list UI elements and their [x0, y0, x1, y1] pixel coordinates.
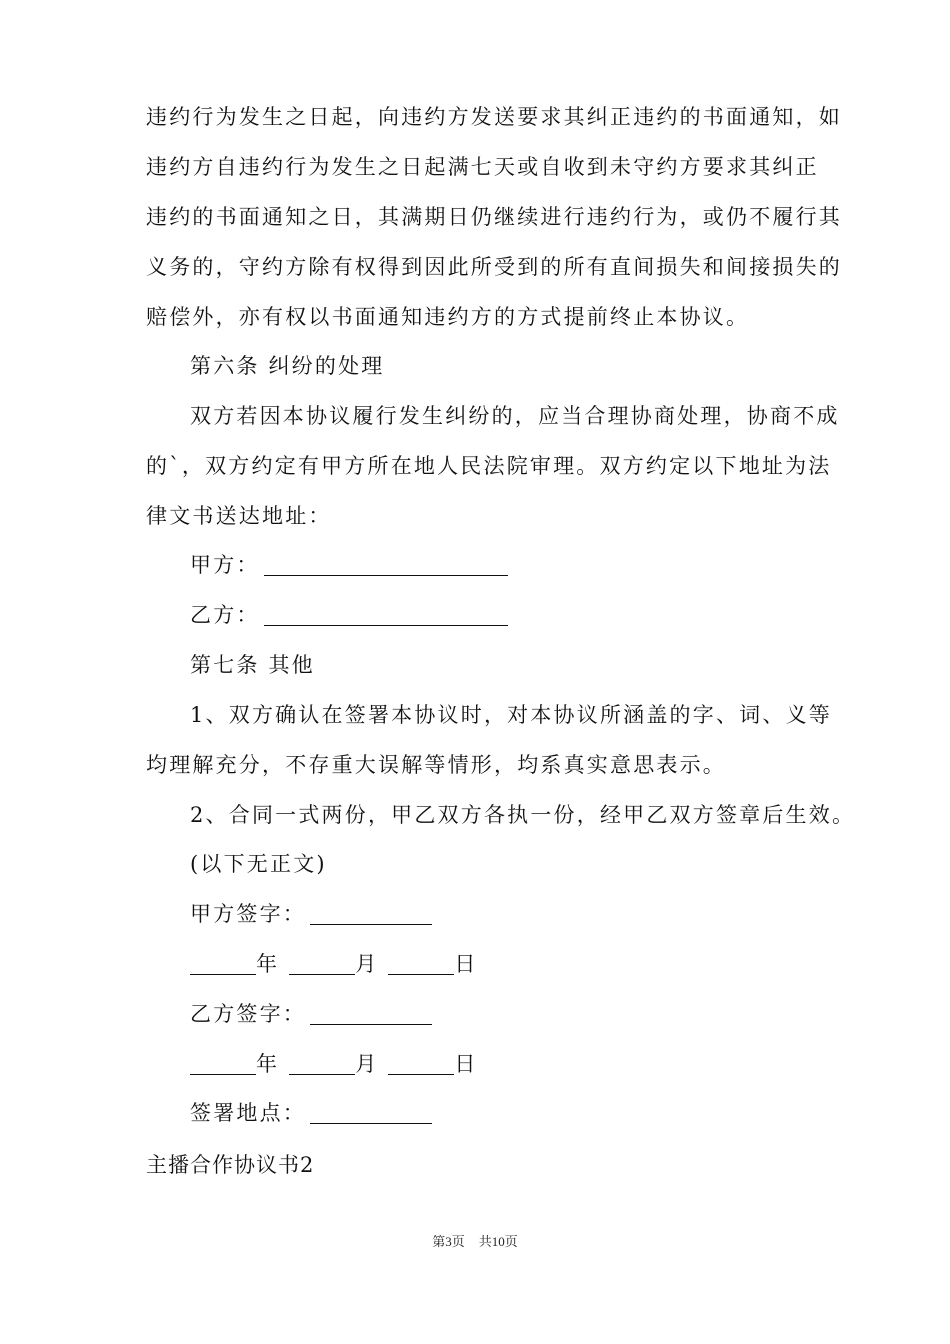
article7-heading: 第七条 其他: [190, 653, 315, 677]
party-b-sign-label: 乙方签字：: [190, 1002, 306, 1026]
party-b-date-row: [190, 1049, 478, 1079]
paragraph-line: 赔偿外，亦有权以书面通知违约方的方式提前终止本协议。: [146, 305, 750, 329]
paragraph-line: 的`，双方约定有甲方所在地人民法院审理。双方约定以下地址为法: [146, 454, 832, 478]
party-a-address-blank: [264, 553, 508, 576]
day-blank: [388, 952, 454, 975]
paragraph-line: 律文书送达地址：: [146, 504, 332, 528]
year-blank: [190, 1052, 256, 1075]
paragraph-line: 违约的书面通知之日，其满期日仍继续进行违约行为，或仍不履行其: [146, 205, 842, 229]
page-footer: [0, 1233, 950, 1251]
article6-heading: 第六条 纠纷的处理: [190, 354, 385, 378]
party-b-address-row: [190, 600, 508, 630]
party-b-address-blank: [264, 603, 508, 626]
clause1-line: 均理解充分，不存重大误解等情形，均系真实意思表示。: [146, 753, 726, 777]
year-label: 年: [256, 952, 280, 976]
month-label: 月: [355, 952, 379, 976]
current-page-number: 第3页: [432, 1234, 465, 1249]
month-label: 月: [355, 1052, 379, 1076]
paragraph-line: 违约方自违约行为发生之日起满七天或自收到未守约方要求其纠正: [146, 155, 819, 179]
paragraph-line: 双方若因本协议履行发生纠纷的，应当合理协商处理，协商不成: [190, 404, 840, 428]
year-blank: [190, 952, 256, 975]
party-a-address-label: 甲方：: [190, 553, 260, 577]
sign-place-blank: [310, 1101, 432, 1124]
month-blank: [289, 952, 355, 975]
next-section-title: 主播合作协议书2: [146, 1153, 315, 1177]
no-more-text-note: (以下无正文): [190, 852, 327, 876]
party-a-date-row: [190, 949, 478, 979]
year-label: 年: [256, 1052, 280, 1076]
day-label: 日: [454, 1052, 478, 1076]
party-b-signature-row: [190, 999, 432, 1029]
sign-place-label: 签署地点：: [190, 1101, 306, 1125]
clause1-line: 1、双方确认在签署本协议时，对本协议所涵盖的字、词、义等: [190, 703, 832, 727]
clause2-line: 2、合同一式两份，甲乙双方各执一份，经甲乙双方签章后生效。: [190, 803, 856, 827]
party-b-signature-blank: [310, 1002, 432, 1025]
paragraph-line: 义务的，守约方除有权得到因此所受到的所有直间损失和间接损失的: [146, 255, 842, 279]
paragraph-line: 违约行为发生之日起，向违约方发送要求其纠正违约的书面通知，如: [146, 105, 842, 129]
month-blank: [289, 1052, 355, 1075]
total-pages: 共10页: [478, 1234, 518, 1249]
day-label: 日: [454, 952, 478, 976]
party-a-signature-blank: [310, 902, 432, 925]
party-a-sign-label: 甲方签字：: [190, 902, 306, 926]
day-blank: [388, 1052, 454, 1075]
party-b-address-label: 乙方：: [190, 603, 260, 627]
sign-place-row: [190, 1098, 432, 1128]
party-a-signature-row: [190, 899, 432, 929]
party-a-address-row: [190, 550, 508, 580]
